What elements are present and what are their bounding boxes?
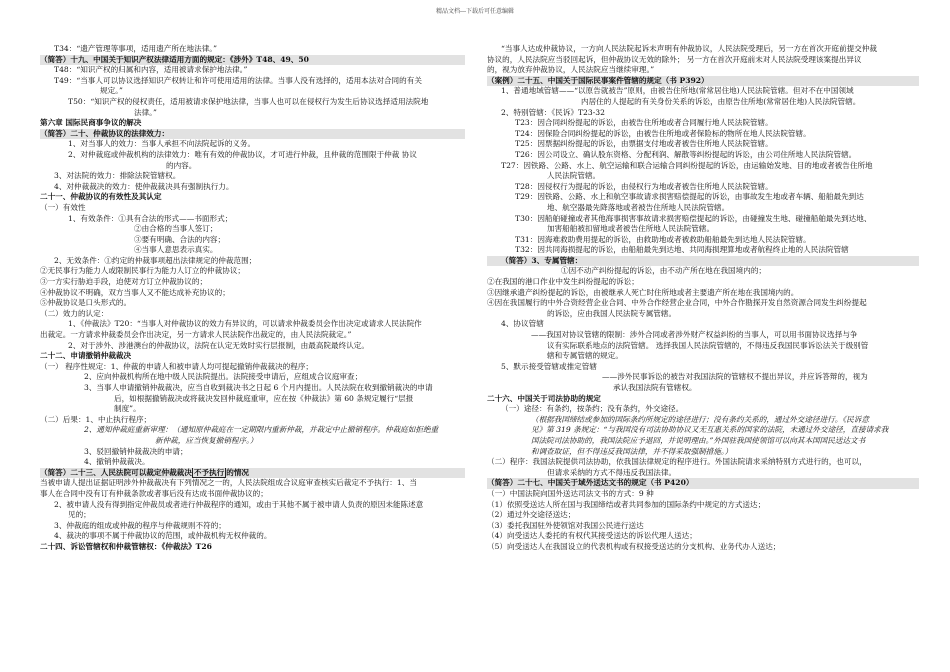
- text-line: ②无民事行为能力人或限制民事行为能力人订立的仲裁协议；: [40, 266, 246, 276]
- text-line: T49：“当事人可以协议选择知识产权转让和许可使用适用的法律。当事人没有选择的，适用本法对合同的有关: [54, 75, 422, 85]
- section-heading: （简答）二十、仲裁协议的法律效力：: [40, 129, 465, 140]
- text-line: 2、特别管辖：《民诉》T23-32: [501, 107, 605, 117]
- text-line: 3、仲裁庭的组成或仲裁的程序与仲裁规则不符的；: [54, 520, 226, 530]
- text-line: ④仲裁协议不明确，双方当事人又不能达成补充协议的；: [40, 287, 230, 297]
- text-line: 二十六、中国关于司法协助的规定: [487, 393, 601, 403]
- text-line: 的，视为放弃仲裁协议，人民法院应当继续审理。”: [487, 65, 655, 75]
- text-line: 4、对仲裁裁决的效力：使仲裁裁决具有强制执行力。: [54, 181, 234, 191]
- text-line: （3）委托我国驻外使领馆对我国公民进行送达: [487, 520, 644, 530]
- text-line: 2、应向仲裁机构所在地中级人民法院提出。法院接受申请后，应组成合议庭审查；: [84, 372, 363, 382]
- text-line: 二十二、申请撤销仲裁裁决: [40, 351, 132, 361]
- text-line: 4、裁决的事项不属于仲裁协议的范围，或仲裁机构无权仲裁的。: [54, 531, 272, 541]
- text-line: 1、《仲裁法》T20：“当事人对仲裁协议的效力有异议的，可以请求仲裁委员会作出决定或请求人民法院作: [68, 319, 422, 329]
- text-line: ②由合格的当事人签订；: [134, 224, 218, 234]
- text-line: （二）效力的认定：: [40, 308, 109, 318]
- text-line: 二十一、仲裁协议的有效性及其认定: [40, 192, 162, 202]
- text-line: 地、航空器最先降落地或者被告住所地人民法院管辖。: [547, 202, 730, 212]
- text-line: T34：“遗产管理等事项，适用遗产所在地法律。”: [54, 44, 217, 53]
- text-line: 3、对法院的效力：排除法院管辖权。: [54, 171, 181, 181]
- text-line: 加害船舶被扣留地或者被告住所地人民法院管辖。: [547, 224, 715, 234]
- text-line: （二）后果：1、中止执行程序；: [40, 414, 152, 424]
- text-line: 3、驳回撤销仲裁裁决的申请；: [84, 446, 188, 456]
- text-line: 1、普通地域管辖——“以原告就被告”原则，由被告住所地(常常居住地)人民法院管辖。但对不在中国领域: [501, 86, 854, 96]
- text-line: 2、对于涉外、涉港澳台的仲裁协议，法院在认定无效时实行层报制，由最高院最终认定。: [68, 340, 369, 350]
- text-line: T26：因公司设立、确认股东资格、分配利润、解散等纠纷提起的诉讼，由公司住所地人民法院管辖。: [515, 149, 857, 159]
- boxed-phrase: 不予执行: [193, 467, 225, 477]
- text-line: ②在我国的港口作业中发生纠纷提起的诉讼；: [487, 277, 639, 287]
- right-column: [487, 44, 919, 672]
- text-line: （2）通过外交途径送达；: [487, 510, 576, 520]
- text-line: 内居住的人提起的有关身份关系的诉讼，由原告住所地(常常居住地)人民法院管辖。: [581, 96, 861, 106]
- text-line: 但请求采纳的方式不得违反我国法律。: [547, 467, 677, 477]
- text-line: 后，如根据撤销裁决或将裁决发回仲裁庭重审，应在按《仲裁法》第 60 条规定履行“层报: [114, 393, 414, 403]
- text-line: 见》第 319 条规定：“与我国没有司法协助协议又无互惠关系的国家的法院，未通过外交途径，直接请求我: [531, 425, 889, 435]
- text-line: ——我国对协议管辖的限制：涉外合同或者涉外财产权益纠纷的当事人，可以用书面协议选择与争: [531, 330, 858, 340]
- text-line: 见的；: [68, 510, 91, 520]
- section-heading: （简答）二十三、人民法院可以裁定仲裁裁决 不予执行 的情况: [40, 468, 465, 479]
- text-line: （1）依照受送达人所在国与我国缔结或者共同参加的国际条约中规定的方式送达；: [487, 499, 766, 509]
- text-line: T31：因海难救助费用提起的诉讼，由救助地或者被救助船舶最先到达地人民法院管辖。: [515, 234, 811, 244]
- text-line: 国法院司法协助的，我国法院应予退回，并说明理由。”外国驻我国使领馆可以向其本国国民送达文书: [531, 435, 866, 445]
- text-line: T25：因票据纠纷提起的诉讼，由票据支付地或者被告住所地人民法院管辖。: [515, 139, 773, 149]
- text-line: T48：“知识产权的归属和内容，适用被请求保护地法律。”: [54, 65, 248, 75]
- text-line: 的诉讼，应由我国人民法院专属管辖。: [547, 308, 677, 318]
- text-line: “当事人达成仲裁协议，一方向人民法院起诉未声明有仲裁协议，人民法院受理后，另一方在首次开庭前提交仲裁: [501, 44, 877, 53]
- text-line: 法律。”: [134, 107, 157, 117]
- text-line: 当被申请人提出证据证明涉外仲裁裁决有下列情况之一的，人民法院组成合议庭审查核实后裁定不予执行：1、当: [40, 478, 417, 488]
- text-line: T50：“知识产权的侵权责任，适用被请求保护地法律，当事人也可以在侵权行为发生后协议选择适用法院地: [68, 96, 429, 106]
- text-line: ④因在我国履行的中外合资经营企业合同、中外合作经营企业合同，中外合作勘探开发自然资源合同发生纠纷提起: [487, 298, 867, 308]
- text-line: （一） 程序性规定：1、仲裁的申请人和被申请人均可提起撤销仲裁裁决的程序；: [40, 361, 314, 371]
- text-line: 议有实际联系地点的法院管辖。 选择我国人民法院管辖的，不得违反我国民事诉讼法关于级别管: [547, 340, 869, 350]
- text-line: ③因继承遗产纠纷提起的诉讼，由被继承人死亡时住所地或者主要遗产所在地在我国境内的。: [487, 287, 799, 297]
- text-line: 辖和专属管辖的规定。: [547, 351, 623, 361]
- text-line: 1、有效条件：①具有合法的形式——书面形式；: [68, 213, 233, 223]
- text-line: （一）中国法院向国外送达司法文书的方式：9 种: [487, 488, 654, 498]
- text-line: 新仲裁，应当恢复撤销程序。）: [155, 435, 258, 445]
- text-line: 4、协议管辖: [501, 319, 544, 329]
- text-line: 第六章 国际民商事争议的解决: [40, 118, 142, 128]
- text-line: 协议的，人民法院应当驳回起诉，但仲裁协议无效的除外； 另一方在首次开庭前未对人民法院受理该案提出异议: [487, 54, 862, 64]
- text-line: 5、默示接受管辖或推定管辖: [501, 361, 597, 371]
- section-heading: （简答）3、专属管辖：: [487, 256, 919, 267]
- text-line: 2、通知仲裁庭重新审理：（通知原仲裁庭在一定期限内重新仲裁，并裁定中止撤销程序。仲裁庭如拒绝重: [84, 425, 439, 435]
- text-line: T23：因合同纠纷提起的诉讼，由被告住所地或者合同履行地人民法院管辖。: [515, 118, 773, 128]
- text-line: ④当事人意思表示真实。: [134, 245, 218, 255]
- text-line: T30：因船舶碰撞或者其他海事损害事故请求损害赔偿提起的诉讼，由碰撞发生地、碰撞船舶最先到达地、: [515, 213, 872, 223]
- text-line: 人民法院管辖。: [547, 171, 601, 181]
- text-line: 事人在合同中没有订有仲裁条款或者事后没有达成书面仲裁协议的；: [40, 488, 268, 498]
- text-line: ⑤仲裁协议是口头形式的。: [40, 298, 132, 308]
- text-line: ——涉外民事诉讼的被告对我国法院的管辖权不提出异议，并应诉答辩的，视为: [602, 372, 868, 382]
- text-line: ③要有明确、合法的内容；: [134, 234, 226, 244]
- text-line: （5）向受送达人在我国设立的代表机构或有权接受送达的分支机构、业务代办人送达；: [487, 541, 781, 551]
- text-line: （4）向受送达人委托的有权代其接受送达的诉讼代理人送达；: [487, 531, 697, 541]
- text-line: T28：因侵权行为提起的诉讼，由侵权行为地或者被告住所地人民法院管辖。: [515, 181, 773, 191]
- text-line: 的内容。: [166, 160, 197, 170]
- text-line: T24：因保险合同纠纷提起的诉讼，由被告住所地或者保险标的物所在地人民法院管辖。: [515, 128, 811, 138]
- page-header: 精品文档---下载后可任意编辑: [435, 8, 515, 15]
- text-line: 3、当事人申请撤销仲裁裁决，应当自收到裁决书之日起 6 个月内提出。人民法院在收到撤销裁决的申请: [84, 383, 433, 392]
- text-line: （二）程序：我国法院提供司法协助，依我国法律规定的程序进行。外国法院请求采纳特别方式进行的，也可以，: [487, 457, 867, 467]
- text-line: 1、对当事人的效力：当事人承担不向法院起诉的义务。: [68, 139, 256, 149]
- text-line: 二十四、诉讼管辖权和仲裁管辖权：《仲裁法》T26: [40, 541, 212, 551]
- text-line: 规定。”: [100, 86, 123, 96]
- text-line: 2、无效条件：①约定的仲裁事项超出法律规定的仲裁范围；: [54, 255, 257, 265]
- text-line: 制度”。: [114, 404, 141, 414]
- text-line: 2、被申请人没有得到指定仲裁员或者进行仲裁程序的通知，或由于其他不属于被申请人负责的原因未能陈述意: [54, 499, 424, 509]
- text-line: T29：因铁路、公路、水上和航空事故请求损害赔偿提起的诉讼，由事故发生地或者车辆、船舶最先到达: [515, 192, 864, 202]
- text-line: T27：因铁路、公路、水上、航空运输和联合运输合同纠纷提起的诉讼，由运输始发地、目的地或者被告住所地: [501, 160, 873, 170]
- text-line: 承认我国法院有管辖权。: [613, 383, 697, 392]
- text-line: 4、撤销仲裁裁决。: [84, 457, 150, 467]
- text-line: 出裁定。一方请求仲裁委员会作出决定，另一方请求人民法院作出裁定的，由人民法院裁定。”: [40, 330, 352, 340]
- text-line: （根据我国缔结或参加的国际条约所规定的途径进行；没有条约关系的，通过外交途径进行。《民诉意: [531, 414, 869, 424]
- left-column: [40, 44, 465, 672]
- text-line: ③一方实行胁迫手段，迫使对方订立仲裁协议的；: [40, 277, 208, 287]
- section-heading: （案例）二十五、中国关于国际民事案件管辖的规定（书 P392）: [487, 76, 919, 87]
- section-heading: （简答）二十七、中国关于域外送达文书的规定（书 P420）: [487, 478, 919, 489]
- text-line: T32：因共同海损提起的诉讼，由船舶最先到达地、共同海损理算地或者航程终止地的人民法院管辖: [515, 245, 849, 255]
- section-heading: （简答）十九、中国关于知识产权法律适用方面的规定：《涉外》T48、49、50: [40, 55, 465, 66]
- text-line: （一）有效性: [40, 202, 86, 212]
- text-line: 和调查取证，但不得违反我国法律，并不得采取强制措施。）: [531, 446, 733, 456]
- text-line: 2、对仲裁庭或仲裁机构的法律效力：唯有有效的仲裁协议，才可进行仲裁，且仲裁的范围限于仲裁 协议: [68, 149, 417, 159]
- text-line: ①因不动产纠纷提起的诉讼，由不动产所在地在我国境内的；: [561, 266, 767, 276]
- text-line: （一）途径：有条约，按条约；没有条约，外交途径。: [501, 404, 684, 414]
